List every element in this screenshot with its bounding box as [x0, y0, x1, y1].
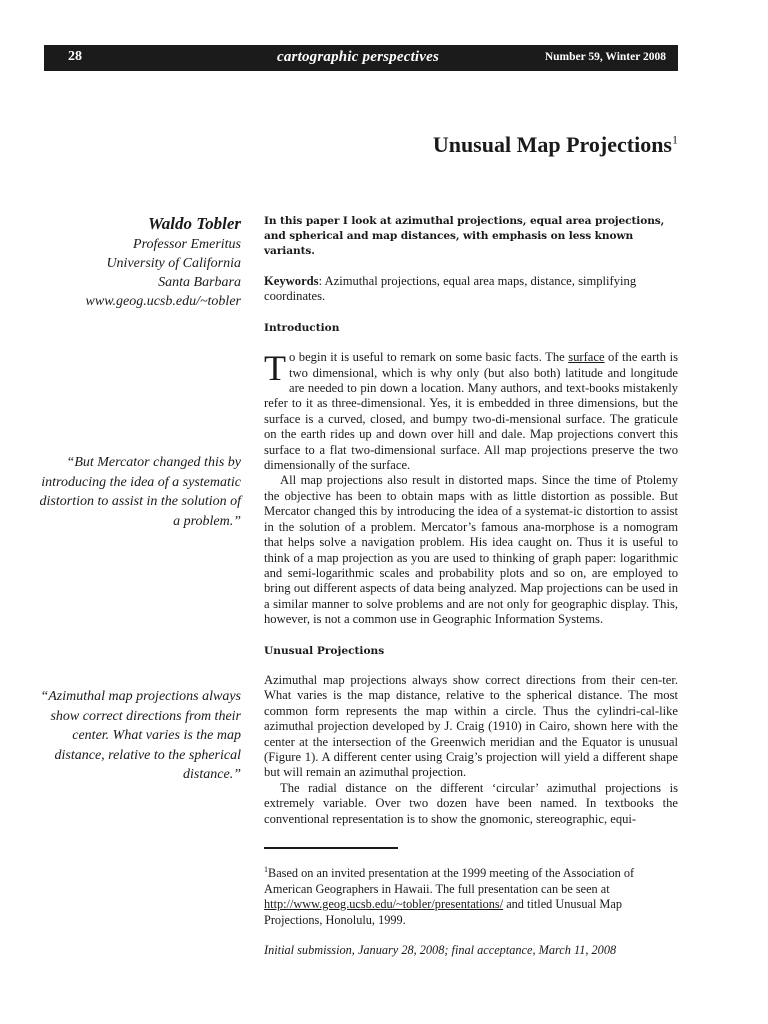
journal-name: cartographic perspectives [277, 49, 440, 65]
footnote [264, 862, 678, 928]
page-number: 28 [68, 49, 82, 64]
issue-info: Number 59, Winter 2008 [544, 51, 666, 63]
section-heading-introduction: Introduction [264, 321, 340, 334]
footnote-divider [264, 847, 398, 849]
intro-paragraph-1 [264, 350, 678, 473]
abstract: In this paper I look at azimuthal projections, equal area projections, and spherical and map distances, with emphasis on less known variants. [264, 215, 665, 257]
main-column [264, 214, 678, 827]
footnote-text-a: Based on an invited presentation at the 1999 meeting of the Association of American Geographers in Hawaii. The full presentation can be seen at [264, 866, 635, 896]
footnote-url-link[interactable]: http://www.geog.ucsb.edu/~tobler/presentations/ [264, 897, 504, 912]
author-title: Professor Emeritus [133, 237, 241, 252]
unusual-paragraph-1: Azimuthal map projections always show correct directions from their cen-ter. What varies is the map distance, relative to the spherical distance. The most common form represents the map within a circle. Thus the cylindri-cal-like azimuthal projection developed by J. Craig (1910) in Cairo, shown here with the center at the intersection of the Greenwich meridian and the Equator is unusual (Figure 1). A different center using Craig’s projection will yield a different shape but will remain an azimuthal projection. [264, 672, 678, 780]
intro-p1-text-b: of the earth is two dimensional, which is why only (but also both) latitude and longitude are needed to pin down a location. Many authors, and text-books mistakenly refer to it as three-dimensional. Yes, it is embedded in three dimensions, but the surface is a curved, closed, and bumpy two-di-mensional surface. The graticule on the earth rides up and down over hill and dale. Map projections convert this surface to a flat two-dimensional surface. All map projections preserve the two dimensionally of the surface. [264, 350, 678, 473]
pull-quote-mercator: “But Mercator changed this by introducing the idea of a systematic distortion to assist in the solution of a problem.” [39, 455, 241, 529]
section-heading-unusual-projections: Unusual Projections [264, 644, 385, 657]
author-block [86, 213, 241, 311]
intro-paragraph-2: All map projections also result in distorted maps. Since the time of Ptolemy the objective has been to obtain maps with as little distortion as possible. But Mercator changed this by introducing the idea of a systemat-ic distortion to assist in the solution of a problem. Mercator’s famous ana-morphose is a nomogram that helps solve a navigation problem. His idea caught on. Thus it is useful to think of a map projection as you are used to thinking of graph paper: logarithmic and semi-logarithmic scales and probability plots and so on, are employed to bring out different aspects of data being analyzed. Map projections can be used in a similar manner to solve problems and are not only for geographic display. This, however, is not a common use in Geographic Information Systems. [264, 473, 678, 627]
article-title [433, 132, 678, 158]
pull-quote-azimuthal: “Azimuthal map projections always show correct directions from their center. What varies is the map distance, relative to the spherical distance.” [40, 689, 241, 782]
drop-cap: T [264, 348, 286, 389]
keywords [264, 274, 678, 305]
footnote-marker: 1 [264, 865, 268, 874]
submission-dates: Initial submission, January 28, 2008; final acceptance, March 11, 2008 [264, 943, 617, 957]
article-title-text: Unusual Map Projections [432, 132, 672, 157]
keywords-label: Keywords [264, 274, 319, 288]
author-university: University of California [106, 256, 241, 271]
author-name: Waldo Tobler [147, 214, 241, 233]
author-website[interactable]: www.geog.ucsb.edu/~tobler [85, 294, 241, 309]
unusual-paragraph-2: The radial distance on the different ‘circular’ azimuthal projections is extremely variable. Over two dozen have been named. In textbooks the conventional representation is to show the gnomonic, stereographic, equi- [264, 780, 678, 826]
running-header [44, 45, 678, 71]
keywords-text: : Azimuthal projections, equal area maps, distance, simplifying coordinates. [264, 274, 637, 304]
footnote-text-b: and titled Unusual Map Projections, Honolulu, 1999. [264, 897, 622, 927]
author-city: Santa Barbara [158, 275, 241, 290]
intro-p1-underlined: surface [568, 350, 605, 365]
intro-p1-text-a: o begin it is useful to remark on some basic facts. The [289, 350, 569, 365]
title-footnote-marker: 1 [672, 132, 678, 147]
